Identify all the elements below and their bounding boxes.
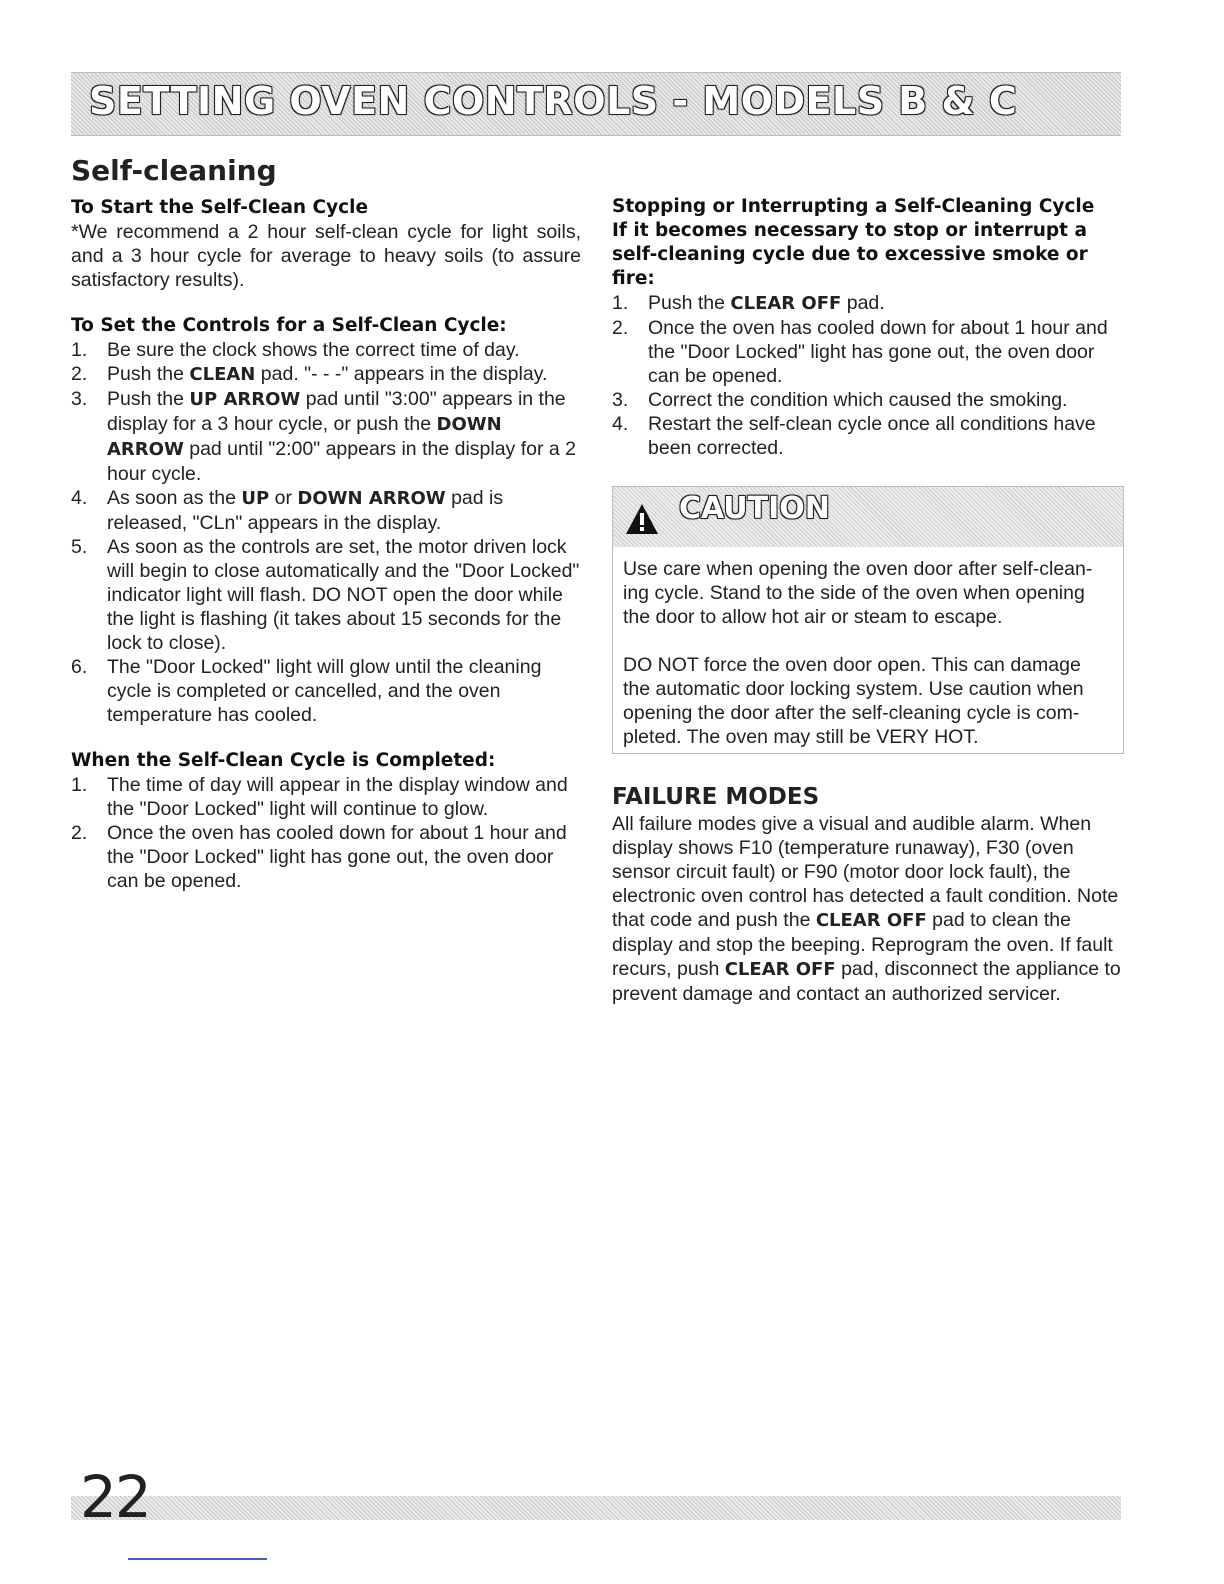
warning-icon (625, 503, 659, 535)
stopping-subheading: If it becomes necessary to stop or interrupt a self-cleaning cycle due to excessive smoke or fire: (612, 220, 1088, 289)
footer-underline (128, 1558, 267, 1560)
caution-paragraph-1: Use care when opening the oven door after self-clean-ing cycle. Stand to the side of the oven when opening the door to allow hot air or steam to escape. (623, 558, 1093, 628)
caution-paragraph-2: DO NOT force the oven door open. This can damage the automatic door locking system. Use caution when opening the door after the self-cleaning cycle is com-pleted. The oven may still be VERY HOT. (623, 654, 1084, 748)
list-item: 3. Correct the condition which caused the smoking. (612, 389, 1068, 411)
page-title: SETTING OVEN CONTROLS - MODELS B & C (89, 79, 1018, 123)
page-number: 22 (80, 1463, 150, 1531)
set-steps (71, 338, 581, 727)
list-item: 2. Once the oven has cooled down for about 1 hour and the "Door Locked" light has gone out, the oven door can be opened. (71, 822, 567, 892)
list-item: 6. The "Door Locked" light will glow until the cleaning cycle is completed or cancelled, and the oven temperature has cooled. (71, 656, 542, 726)
left-column (71, 196, 581, 893)
completed-heading: When the Self-Clean Cycle is Completed: (71, 750, 496, 771)
section-title: Self-cleaning (71, 154, 277, 187)
caution-body (613, 547, 1123, 753)
footer-bar (71, 1496, 1121, 1520)
failure-modes-title: FAILURE MODES (612, 784, 820, 810)
set-heading: To Set the Controls for a Self-Clean Cycle: (71, 315, 507, 336)
list-item: 4. As soon as the UP or DOWN ARROW pad is released, "CLn" appears in the display. (71, 487, 504, 534)
completed-steps (71, 773, 581, 893)
list-item: 4. Restart the self-clean cycle once all conditions have been corrected. (612, 413, 1096, 459)
list-item: 1. The time of day will appear in the display window and the "Door Locked" light will continue to glow. (71, 774, 568, 820)
list-item: 2. Once the oven has cooled down for about 1 hour and the "Door Locked" light has gone out, the oven door can be opened. (612, 317, 1108, 387)
header-banner (71, 72, 1121, 136)
list-item: 1. Be sure the clock shows the correct time of day. (71, 339, 520, 361)
failure-modes-text: All failure modes give a visual and audible alarm. When display shows F10 (temperature runaway), F30 (oven sensor circuit fault) or F90 (motor door lock fault), the electronic oven control has detected a fault condition. Note that code and push the CLEAR OFF pad to clean the display and stop the beeping. Reprogram the oven. If fault recurs, push CLEAR OFF pad, disconnect the appliance to prevent damage and contact an authorized servicer. (612, 813, 1121, 1005)
right-column (612, 195, 1124, 1006)
caution-header (613, 487, 1123, 547)
stopping-heading: Stopping or Interrupting a Self-Cleaning Cycle (612, 196, 1095, 217)
list-item: 1. Push the CLEAR OFF pad. (612, 292, 885, 314)
list-item: 3. Push the UP ARROW pad until "3:00" appears in the display for a 3 hour cycle, or push the DOWN ARROW pad until "2:00" appears in the display for a 2 hour cycle. (71, 388, 576, 485)
list-item: 5. As soon as the controls are set, the motor driven lock will begin to close automatically and the "Door Locked" indicator light will flash. DO NOT open the door while the light is flashing (it takes about 15 seconds for the lock to close). (71, 536, 580, 654)
list-item: 2. Push the CLEAN pad. "- - -" appears in the display. (71, 363, 548, 385)
stopping-steps (612, 291, 1124, 460)
start-heading: To Start the Self-Clean Cycle (71, 197, 369, 218)
start-text: *We recommend a 2 hour self-clean cycle for light soils, and a 3 hour cycle for average to heavy soils (to assure satisfactory results). (71, 221, 581, 291)
caution-box (612, 486, 1124, 754)
caution-title: CAUTION (679, 491, 830, 526)
